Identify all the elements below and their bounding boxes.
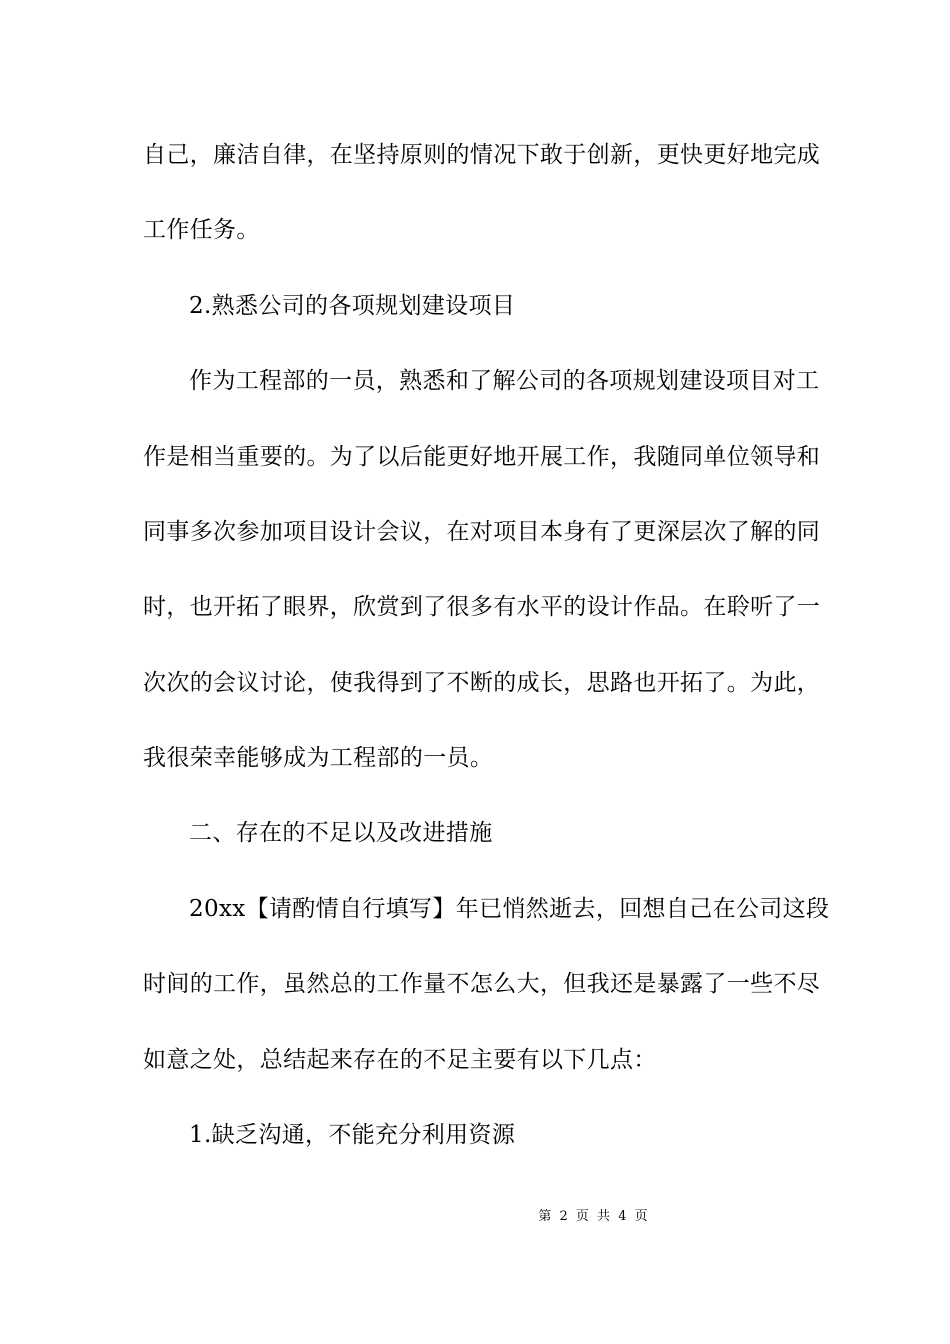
body-text-line: 如意之处，总结起来存在的不足主要有以下几点：	[143, 1047, 657, 1073]
subheading: 2.熟悉公司的各项规划建设项目	[189, 293, 516, 319]
body-text-line: 次次的会议讨论，使我得到了不断的成长，思路也开拓了。为此，	[143, 670, 821, 696]
body-text-line: 自己，廉洁自律，在坚持原则的情况下敢于创新，更快更好地完成	[143, 142, 821, 168]
body-text-line: 作是相当重要的。为了以后能更好地开展工作，我随同单位领导和	[143, 444, 821, 470]
page-number-footer: 第 2 页 共 4 页	[538, 1209, 650, 1224]
body-text-line: 时间的工作，虽然总的工作量不怎么大，但我还是暴露了一些不尽	[143, 971, 821, 997]
body-text-line: 作为工程部的一员，熟悉和了解公司的各项规划建设项目对工	[189, 368, 820, 394]
body-text-line: 我很荣幸能够成为工程部的一员。	[143, 745, 494, 771]
body-text-line: 时，也开拓了眼界，欣赏到了很多有水平的设计作品。在聆听了一	[143, 594, 821, 620]
body-text-line: 20xx【请酌情自行填写】年已悄然逝去，回想自己在公司这段	[189, 896, 830, 922]
section-heading: 二、存在的不足以及改进措施	[189, 820, 493, 846]
body-text-line: 工作任务。	[143, 217, 260, 243]
subheading: 1.缺乏沟通，不能充分利用资源	[189, 1122, 516, 1148]
body-text-line: 同事多次参加项目设计会议，在对项目本身有了更深层次了解的同	[143, 519, 821, 545]
